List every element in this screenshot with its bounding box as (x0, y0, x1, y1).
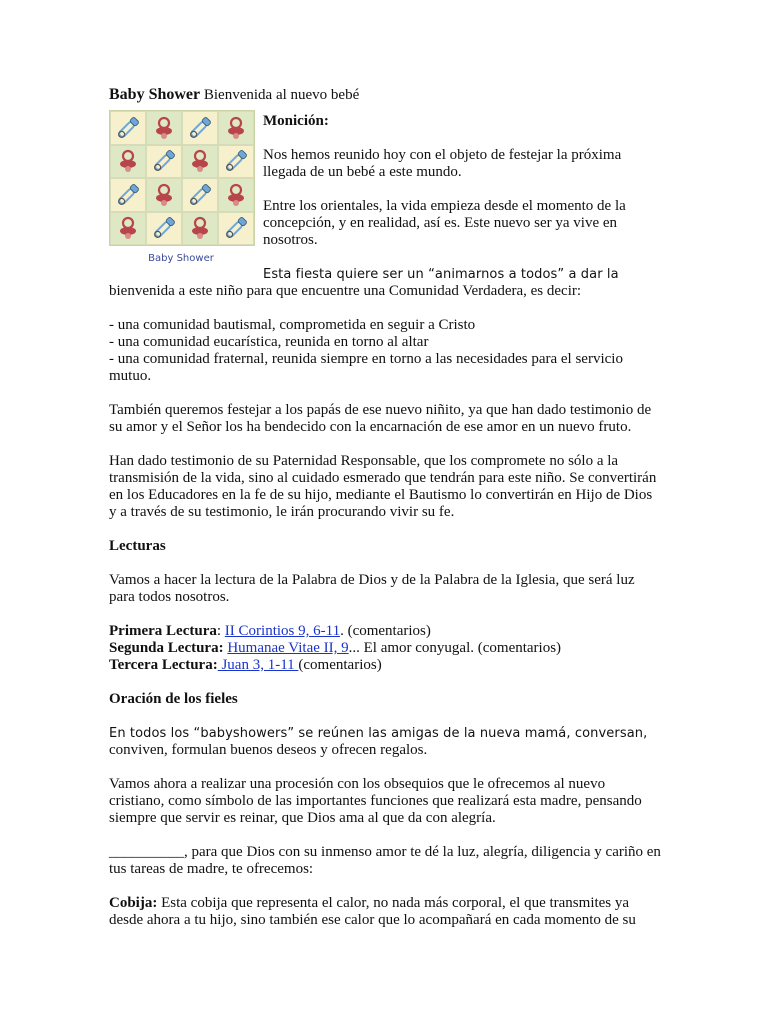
icon-grid (109, 110, 255, 246)
reading-label: Segunda Lectura: (109, 640, 224, 656)
document-title (109, 86, 661, 106)
pacifier-icon (146, 178, 182, 212)
pacifier-icon (146, 111, 182, 145)
oracion-paragraph-2: Vamos ahora a realizar una procesión con los obsequios que le ofrecemos al nuevo cristiano, como símbolo de las importantes funciones que realizará esta madre, pensando siempre que servir es reinar, que Dios ama al que da con alegría. (109, 776, 642, 826)
oracion-heading: Oración de los fieles (109, 691, 238, 707)
reading-label: Tercera Lectura: (109, 657, 218, 673)
cobija-paragraph: Cobija: Esta cobija que representa el calor, no nada más corporal, el que transmites ya desde ahora a tu hijo, sino también ese calor que lo acompañará en cada momento de su (109, 895, 636, 928)
reading-2: Segunda Lectura: Humanae Vitae II, 9... El amor conyugal. (comentarios) (109, 640, 562, 656)
reading-link-corintios[interactable]: II Corintios 9, 6-11 (224, 623, 341, 639)
monicion-paragraph-2: Entre los orientales, la vida empieza desde el momento de la concepción, y en realidad, así es. Este nuevo ser ya vive en nosotros. (263, 198, 626, 248)
paragraph-tambien: También queremos festejar a los papás de ese nuevo niñito, ya que han dado testimonio de su amor y el Señor los ha bendecido con la encarnación de ese amor en un nuevo fruto. (109, 402, 652, 435)
monicion-handwritten: Esta fiesta quiere ser un “animarnos a todos” a dar la (263, 267, 619, 282)
lecturas-intro: Vamos a hacer la lectura de la Palabra de Dios y de la Palabra de la Iglesia, que será luz para todos nosotros. (109, 572, 635, 605)
safety-pin-icon (218, 212, 254, 246)
reading-link-humanae-vitae[interactable]: Humanae Vitae II, 9 (227, 640, 349, 656)
list-item: - una comunidad eucarística, reunida en torno al altar (109, 334, 429, 350)
title-rest: Bienvenida al nuevo bebé (200, 87, 360, 103)
safety-pin-icon (110, 178, 146, 212)
pacifier-icon (110, 145, 146, 179)
monicion-paragraph-3 (109, 266, 661, 300)
monicion-rest: bienvenida a este niño para que encuentre una Comunidad Verdadera, es decir: (109, 283, 582, 299)
paragraph-han-dado: Han dado testimonio de su Paternidad Responsable, que los compromete no sólo a la transmisión de la vida, sino al cuidado esmerado que tendrán para este niño. Se convertirán en los Educadores en la fe de su hijo, mediante el Bautismo lo convertirán en Hijo de Dios y a través de su testimonio, le irán procurando vivir su fe. (109, 453, 657, 520)
reading-link-juan[interactable]: Juan 3, 1-11 (221, 657, 299, 673)
reading-1: Primera Lectura: II Corintios 9, 6-11. (comentarios) (109, 623, 431, 639)
oracion-paragraph-1: En todos los “babyshowers” se reúnen las amigas de la nueva mamá, conversan, conviven, formulan buenos deseos y ofrecen regalos. (109, 726, 648, 758)
cobija-label: Cobija: (109, 895, 158, 911)
list-item: - una comunidad fraternal, reunida siempre en torno a las necesidades para el servicio mutuo. (109, 351, 623, 384)
pacifier-icon (218, 111, 254, 145)
safety-pin-icon (146, 212, 182, 246)
safety-pin-icon (110, 111, 146, 145)
reading-label: Primera Lectura (109, 623, 217, 639)
pacifier-icon (110, 212, 146, 246)
document-page (109, 86, 661, 946)
safety-pin-icon (146, 145, 182, 179)
readings-list (109, 623, 661, 674)
oracion-paragraph-3: __________, para que Dios con su inmenso amor te dé la luz, alegría, diligencia y cariño en tus tareas de madre, te ofrecemos: (109, 844, 661, 877)
lecturas-heading: Lecturas (109, 538, 166, 554)
monicion-paragraph-1: Nos hemos reunido hoy con el objeto de festejar la próxima llegada de un bebé a este mundo. (263, 147, 622, 180)
image-caption: Baby Shower (148, 253, 214, 264)
pacifier-icon (182, 212, 218, 246)
baby-shower-image (109, 110, 257, 270)
pacifier-icon (182, 145, 218, 179)
safety-pin-icon (182, 178, 218, 212)
safety-pin-icon (218, 145, 254, 179)
pacifier-icon (218, 178, 254, 212)
monicion-label: Monición: (263, 113, 329, 129)
reading-3: Tercera Lectura: Juan 3, 1-11 (comentarios) (109, 657, 382, 673)
list-item: - una comunidad bautismal, comprometida en seguir a Cristo (109, 317, 476, 333)
title-bold: Baby Shower (109, 86, 201, 103)
safety-pin-icon (182, 111, 218, 145)
community-list (109, 317, 661, 385)
oracion-handwritten: En todos los “babyshowers” se reúnen las amigas de la nueva mamá, conversan, (109, 726, 648, 741)
